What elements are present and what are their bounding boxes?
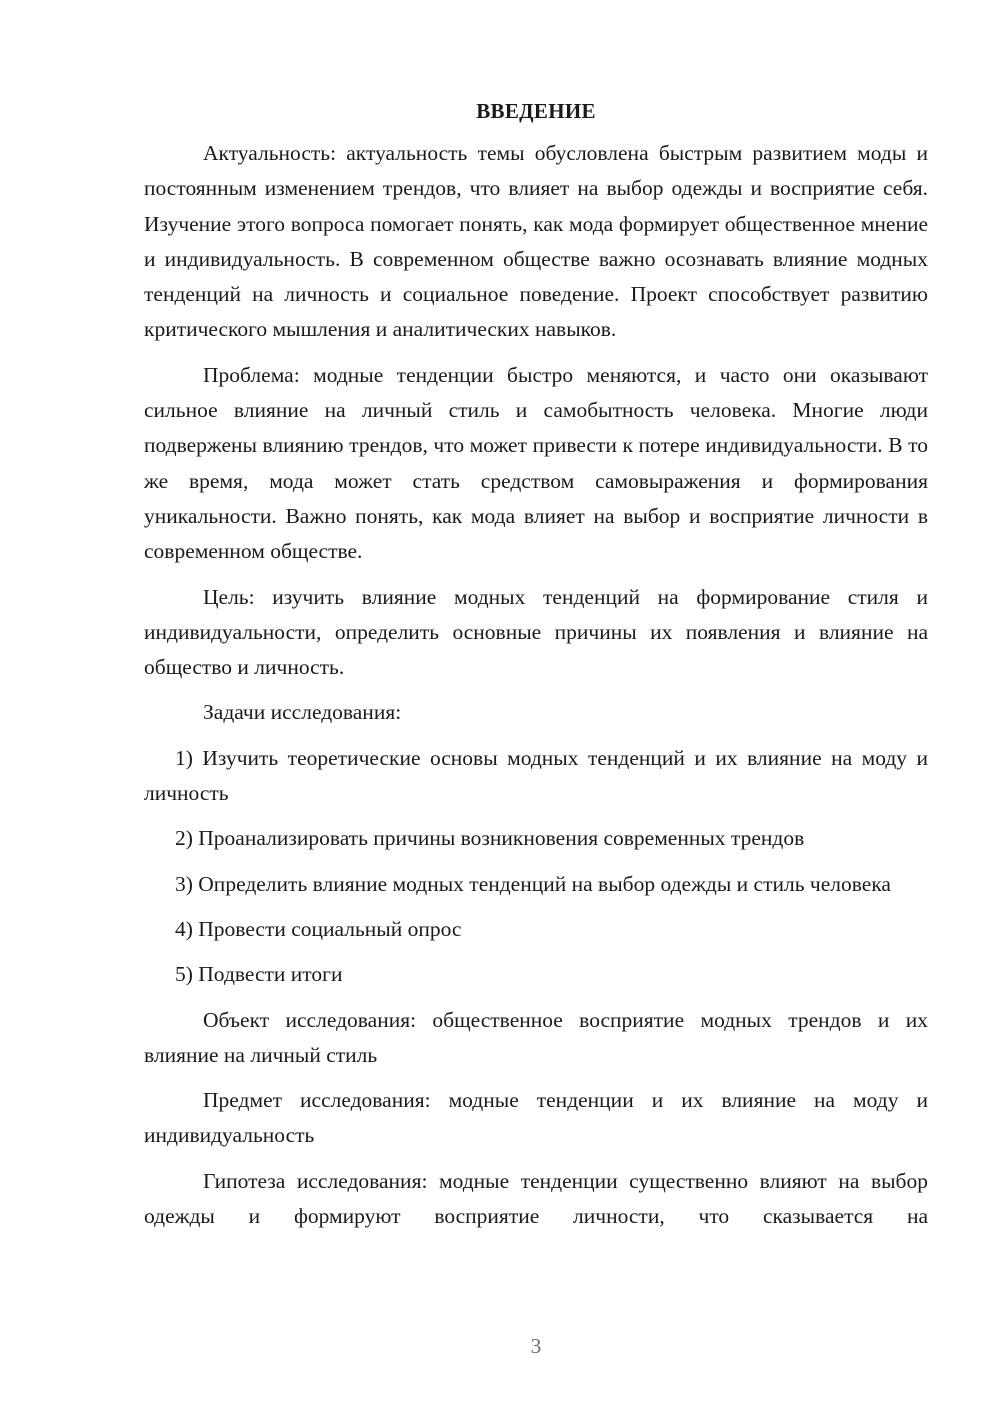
list-item: 1) Изучить теоретические основы модных тенденций и их влияние на моду и личность [144, 745, 928, 806]
paragraph-object: Объект исследования: общественное восприятие модных трендов и их влияние на личный стиль [144, 1007, 928, 1067]
paragraph-hypothesis: Гипотеза исследования: модные тенденции существенно влияют на выбор одежды и формируют восприятие личности, что сказывается на [144, 1168, 928, 1229]
tasks-list [144, 741, 928, 993]
paragraph-problem: Проблема: модные тенденции быстро меняются, и часто они оказывают сильное влияние на личный стиль и самобытность человека. Многие люди подвержены влиянию трендов, что может привести к потере индивидуальности. В то же время, мода может стать средством самовыражения и формирования уникальности. Важно понять, как мода влияет на выбор и восприятие личности в современном обществе. [144, 362, 928, 564]
list-item: 2) Проанализировать причины возникновения современных трендов [175, 826, 805, 851]
page-number: 3 [530, 1334, 542, 1358]
tasks-heading: Задачи исследования: [203, 700, 402, 725]
paragraph-actuality: Актуальность: актуальность темы обусловлена быстрым развитием моды и постоянным изменением трендов, что влияет на выбор одежды и восприятие себя. Изучение этого вопроса помогает понять, как мода формирует общественное мнение и индивидуальность. В современном обществе важно осознавать влияние модных тенденций на личность и социальное поведение. Проект способствует развитию критического мышления и аналитических навыков. [144, 141, 928, 342]
paragraph-subject: Предмет исследования: модные тенденции и их влияние на моду и индивидуальность [144, 1088, 928, 1148]
page-title: ВВЕДЕНИЕ [476, 99, 596, 123]
list-item: 5) Подвести итоги [175, 962, 343, 987]
page-content [144, 96, 928, 1234]
list-item: 3) Определить влияние модных тенденций на выбор одежды и стиль человека [175, 871, 891, 896]
list-item: 4) Провести социальный опрос [175, 916, 462, 941]
paragraph-goal: Цель: изучить влияние модных тенденций на формирование стиля и индивидуальности, определить основные причины их появления и влияние на общество и личность. [144, 584, 928, 680]
